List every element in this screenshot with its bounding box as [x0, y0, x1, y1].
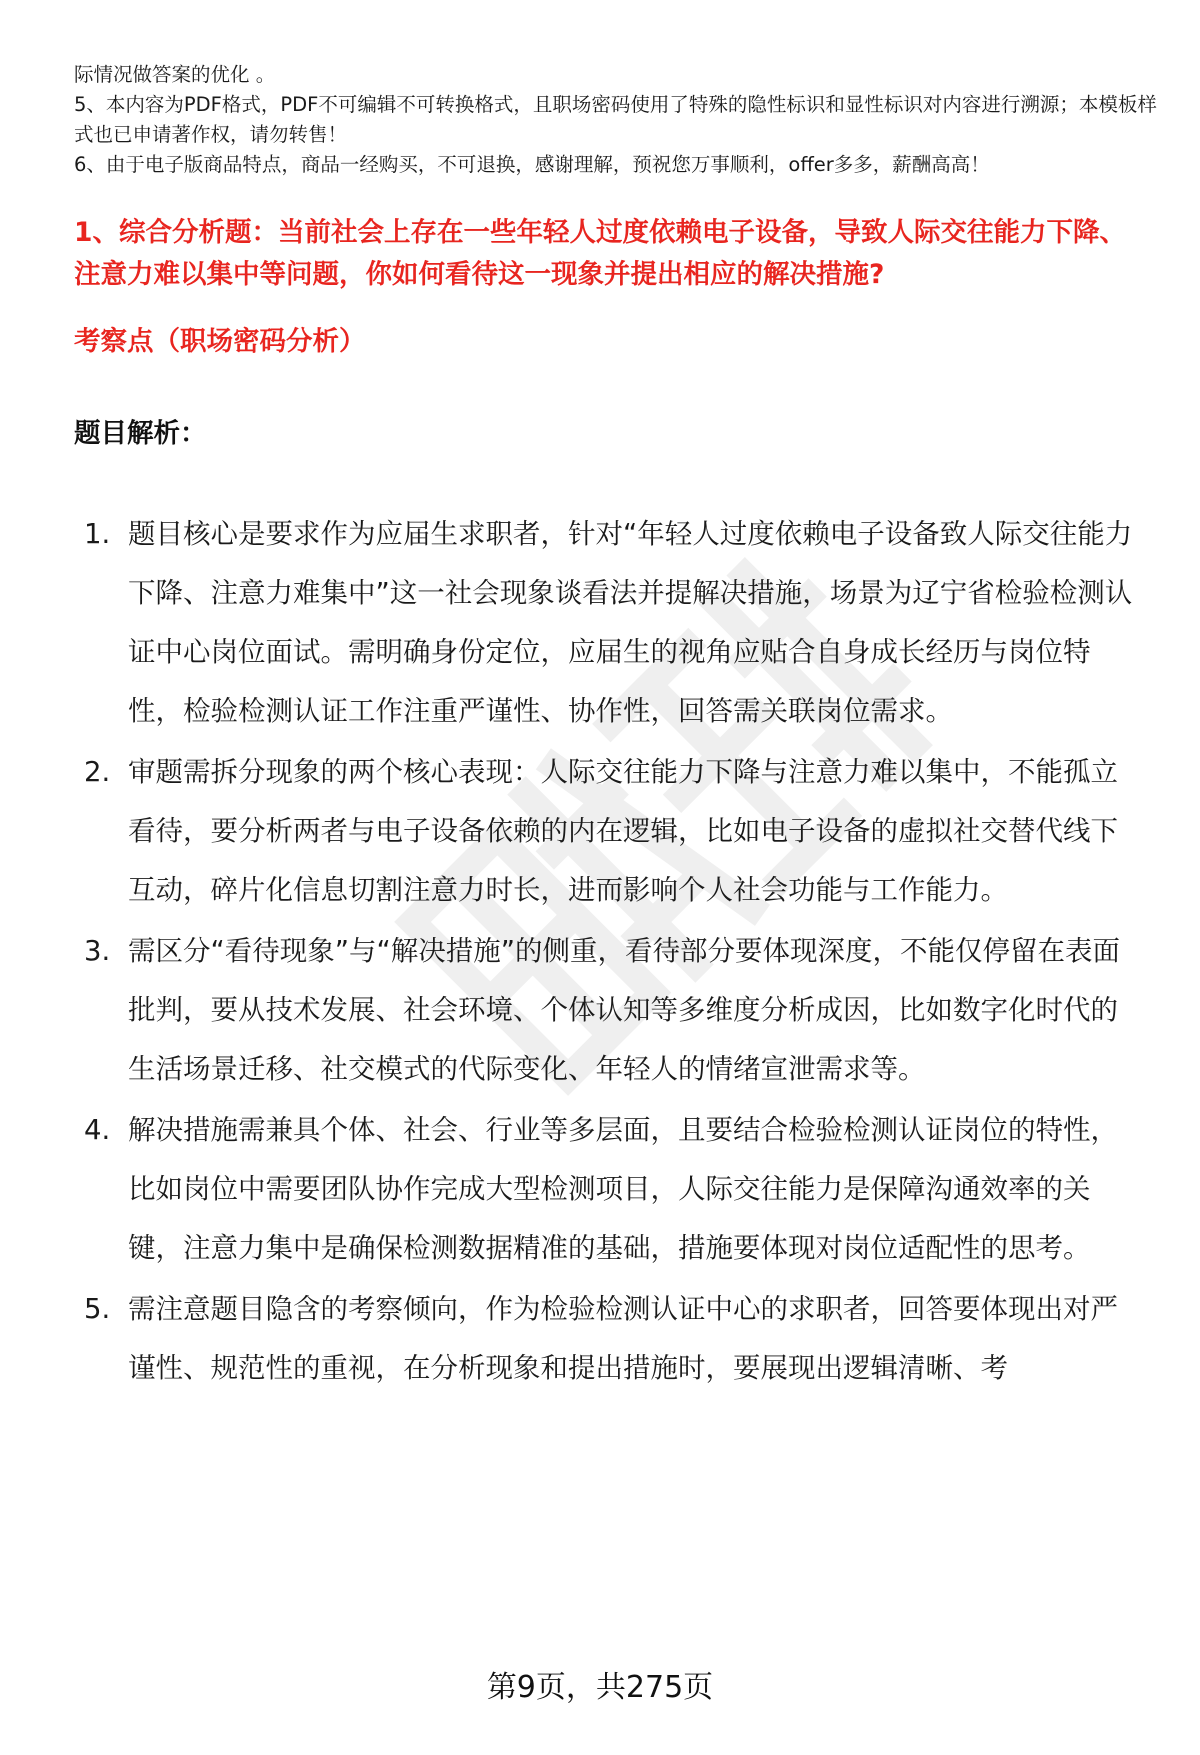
- analysis-item: [74, 1280, 1144, 1398]
- analysis-item: [74, 743, 1144, 920]
- page-number: 第9页，共275页: [486, 1670, 714, 1705]
- item-number: 4.: [84, 1114, 111, 1146]
- analysis-item: [74, 505, 1144, 741]
- jiexi-heading: 题目解析：: [74, 418, 207, 449]
- item-text: 题目核心是要求作为应届生求职者，针对“年轻人过度依赖电子设备致人际交往能力下降、注意力难集中”这一社会现象谈看法并提解决措施，场景为辽宁省检验检测认证中心岗位面试。需明确身份定位，应届生的视角应贴合自身成长经历与岗位特性，检验检测认证工作注重严谨性、协作性，回答需关联岗位需求。: [128, 518, 1133, 727]
- item-number: 5.: [84, 1293, 111, 1325]
- intro-line: 际情况做答案的优化 。: [74, 63, 276, 86]
- question-title: 1、综合分析题：当前社会上存在一些年轻人过度依赖电子设备，导致人际交往能力下降、注意力难以集中等问题，你如何看待这一现象并提出相应的解决措施?: [74, 217, 1126, 290]
- item-number: 2.: [84, 756, 111, 788]
- item-text: 解决措施需兼具个体、社会、行业等多层面，且要结合检验检测认证岗位的特性，比如岗位中需要团队协作完成大型检测项目，人际交往能力是保障沟通效率的关键，注意力集中是确保检测数据精准的基础，措施要体现对岗位适配性的思考。: [128, 1114, 1118, 1264]
- item-number: 1.: [84, 518, 111, 550]
- item-text: 需区分“看待现象”与“解决措施”的侧重，看待部分要体现深度，不能仅停留在表面批判，要从技术发展、社会环境、个体认知等多维度分析成因，比如数字化时代的生活场景迁移、社交模式的代际变化、年轻人的情绪宣泄需求等。: [128, 935, 1120, 1085]
- item-number: 3.: [84, 935, 111, 967]
- intro-notes: [74, 60, 1164, 180]
- analysis-item: [74, 922, 1144, 1099]
- analysis-item: [74, 1101, 1144, 1278]
- analysis-list: [74, 505, 1144, 1400]
- item-text: 审题需拆分现象的两个核心表现：人际交往能力下降与注意力难以集中，不能孤立看待，要分析两者与电子设备依赖的内在逻辑，比如电子设备的虚拟社交替代线下互动，碎片化信息切割注意力时长，进而影响个人社会功能与工作能力。: [128, 756, 1118, 906]
- kaochadian-heading: 考察点（职场密码分析）: [74, 326, 366, 357]
- intro-line: 5、本内容为PDF格式，PDF不可编辑不可转换格式，且职场密码使用了特殊的隐性标识和显性标识对内容进行溯源；本模板样式也已申请著作权，请勿转售！: [74, 93, 1157, 146]
- intro-line: 6、由于电子版商品特点，商品一经购买，不可退换，感谢理解，预祝您万事顺利，offer多多，薪酬高高！: [74, 153, 990, 176]
- item-text: 需注意题目隐含的考察倾向，作为检验检测认证中心的求职者，回答要体现出对严谨性、规范性的重视，在分析现象和提出措施时，要展现出逻辑清晰、考: [128, 1293, 1118, 1384]
